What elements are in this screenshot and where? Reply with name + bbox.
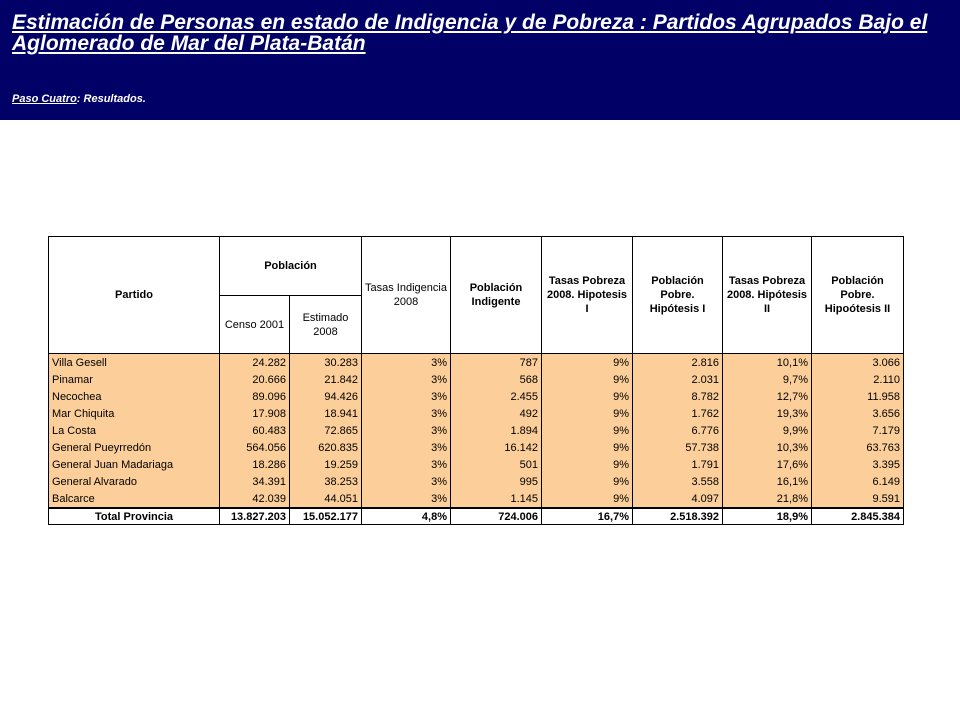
cell-censo: 42.039 — [220, 490, 290, 508]
cell-partido: Villa Gesell — [49, 354, 220, 372]
results-table — [48, 236, 904, 525]
cell-poblacion-pobre-2: 3.066 — [812, 354, 904, 372]
cell-poblacion-pobre-2: 2.110 — [812, 371, 904, 388]
table-row — [49, 490, 904, 508]
cell-poblacion-indigente: 2.455 — [451, 388, 542, 405]
cell-poblacion-indigente: 787 — [451, 354, 542, 372]
subtitle-step: Paso Cuatro — [12, 93, 77, 105]
cell-tasa-pobreza-1: 9% — [542, 490, 633, 508]
header-partido: Partido — [49, 237, 220, 354]
page-title: Estimación de Personas en estado de Indigencia y de Pobreza : Partidos Agrupados Bajo el Aglomerado de Mar del Plata-Batán — [12, 11, 928, 55]
cell-poblacion-pobre-1: 2.031 — [633, 371, 723, 388]
header-estimado: Estimado 2008 — [290, 296, 362, 354]
cell-poblacion-pobre-2: 3.395 — [812, 456, 904, 473]
table-row — [49, 405, 904, 422]
cell-estimado: 38.253 — [290, 473, 362, 490]
cell-estimado: 72.865 — [290, 422, 362, 439]
cell-poblacion-pobre-1: 3.558 — [633, 473, 723, 490]
total-poblacion-pobre-1: 2.518.392 — [633, 508, 723, 525]
cell-tasa-indigencia: 3% — [362, 473, 451, 490]
cell-tasa-pobreza-2: 19,3% — [723, 405, 812, 422]
total-tasa-pobreza-1: 16,7% — [542, 508, 633, 525]
cell-poblacion-pobre-2: 3.656 — [812, 405, 904, 422]
cell-tasa-indigencia: 3% — [362, 371, 451, 388]
page-subtitle — [12, 93, 146, 105]
cell-tasa-pobreza-1: 9% — [542, 405, 633, 422]
cell-tasa-indigencia: 3% — [362, 439, 451, 456]
header-poblacion-pobre-2: Población Pobre. Hipoótesis II — [812, 237, 904, 354]
cell-poblacion-pobre-1: 1.791 — [633, 456, 723, 473]
cell-tasa-indigencia: 3% — [362, 422, 451, 439]
header-tasas-pobreza-2: Tasas Pobreza 2008. Hipótesis II — [723, 237, 812, 354]
header-poblacion-indigente: Población Indigente — [451, 237, 542, 354]
table-row — [49, 456, 904, 473]
cell-tasa-pobreza-2: 21,8% — [723, 490, 812, 508]
cell-partido: Mar Chiquita — [49, 405, 220, 422]
cell-poblacion-indigente: 568 — [451, 371, 542, 388]
subtitle-rest: : Resultados. — [76, 93, 146, 105]
cell-censo: 60.483 — [220, 422, 290, 439]
cell-censo: 564.056 — [220, 439, 290, 456]
cell-estimado: 19.259 — [290, 456, 362, 473]
cell-poblacion-indigente: 1.145 — [451, 490, 542, 508]
total-poblacion-pobre-2: 2.845.384 — [812, 508, 904, 525]
table-row — [49, 439, 904, 456]
cell-estimado: 30.283 — [290, 354, 362, 372]
cell-partido: Balcarce — [49, 490, 220, 508]
total-estimado: 15.052.177 — [290, 508, 362, 525]
cell-tasa-pobreza-2: 16,1% — [723, 473, 812, 490]
cell-tasa-pobreza-2: 12,7% — [723, 388, 812, 405]
cell-poblacion-indigente: 995 — [451, 473, 542, 490]
header-banner — [0, 0, 960, 120]
table-row — [49, 422, 904, 439]
total-censo: 13.827.203 — [220, 508, 290, 525]
cell-estimado: 21.842 — [290, 371, 362, 388]
cell-partido: General Pueyrredón — [49, 439, 220, 456]
cell-poblacion-indigente: 492 — [451, 405, 542, 422]
cell-partido: General Alvarado — [49, 473, 220, 490]
cell-censo: 18.286 — [220, 456, 290, 473]
cell-censo: 89.096 — [220, 388, 290, 405]
cell-partido: Necochea — [49, 388, 220, 405]
cell-tasa-pobreza-2: 10,1% — [723, 354, 812, 372]
cell-tasa-pobreza-1: 9% — [542, 388, 633, 405]
cell-estimado: 18.941 — [290, 405, 362, 422]
cell-tasa-pobreza-1: 9% — [542, 473, 633, 490]
total-tasa-pobreza-2: 18,9% — [723, 508, 812, 525]
cell-tasa-pobreza-1: 9% — [542, 456, 633, 473]
cell-tasa-indigencia: 3% — [362, 490, 451, 508]
cell-poblacion-pobre-2: 7.179 — [812, 422, 904, 439]
cell-poblacion-pobre-1: 1.762 — [633, 405, 723, 422]
total-poblacion-indigente: 724.006 — [451, 508, 542, 525]
header-poblacion: Población — [220, 237, 362, 296]
cell-partido: Pinamar — [49, 371, 220, 388]
cell-poblacion-pobre-2: 9.591 — [812, 490, 904, 508]
cell-tasa-pobreza-2: 17,6% — [723, 456, 812, 473]
cell-tasa-pobreza-2: 10,3% — [723, 439, 812, 456]
cell-poblacion-indigente: 1.894 — [451, 422, 542, 439]
cell-censo: 34.391 — [220, 473, 290, 490]
table-row — [49, 354, 904, 372]
cell-tasa-indigencia: 3% — [362, 388, 451, 405]
cell-estimado: 94.426 — [290, 388, 362, 405]
header-censo: Censo 2001 — [220, 296, 290, 354]
header-poblacion-pobre-1: Población Pobre. Hipótesis I — [633, 237, 723, 354]
cell-estimado: 620.835 — [290, 439, 362, 456]
cell-censo: 24.282 — [220, 354, 290, 372]
cell-tasa-pobreza-1: 9% — [542, 354, 633, 372]
cell-poblacion-pobre-1: 2.816 — [633, 354, 723, 372]
cell-poblacion-indigente: 501 — [451, 456, 542, 473]
cell-poblacion-pobre-2: 63.763 — [812, 439, 904, 456]
cell-censo: 20.666 — [220, 371, 290, 388]
cell-estimado: 44.051 — [290, 490, 362, 508]
cell-poblacion-pobre-1: 8.782 — [633, 388, 723, 405]
cell-censo: 17.908 — [220, 405, 290, 422]
cell-poblacion-pobre-1: 6.776 — [633, 422, 723, 439]
header-tasas-pobreza-1: Tasas Pobreza 2008. Hipotesis I — [542, 237, 633, 354]
total-label: Total Provincia — [49, 508, 220, 525]
cell-poblacion-pobre-2: 6.149 — [812, 473, 904, 490]
cell-tasa-indigencia: 3% — [362, 456, 451, 473]
total-row — [49, 508, 904, 525]
cell-poblacion-pobre-2: 11.958 — [812, 388, 904, 405]
cell-tasa-indigencia: 3% — [362, 405, 451, 422]
total-tasa-indigencia: 4,8% — [362, 508, 451, 525]
cell-poblacion-pobre-1: 4.097 — [633, 490, 723, 508]
header-tasas-indigencia: Tasas Indigencia 2008 — [362, 237, 451, 354]
cell-tasa-pobreza-1: 9% — [542, 371, 633, 388]
cell-partido: La Costa — [49, 422, 220, 439]
cell-tasa-pobreza-2: 9,9% — [723, 422, 812, 439]
cell-poblacion-pobre-1: 57.738 — [633, 439, 723, 456]
cell-tasa-pobreza-1: 9% — [542, 439, 633, 456]
cell-poblacion-indigente: 16.142 — [451, 439, 542, 456]
cell-tasa-pobreza-1: 9% — [542, 422, 633, 439]
cell-tasa-pobreza-2: 9,7% — [723, 371, 812, 388]
cell-partido: General Juan Madariaga — [49, 456, 220, 473]
cell-tasa-indigencia: 3% — [362, 354, 451, 372]
table-row — [49, 388, 904, 405]
table-row — [49, 473, 904, 490]
table-row — [49, 371, 904, 388]
